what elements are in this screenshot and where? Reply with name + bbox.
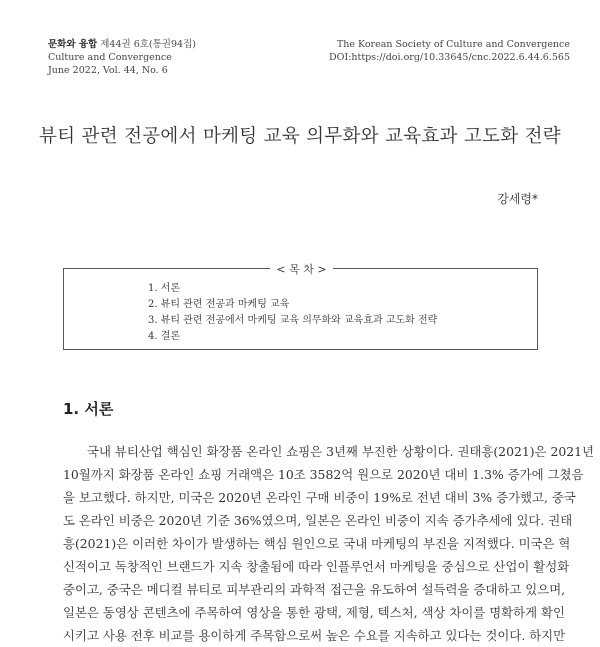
journal-header-right	[329, 38, 570, 64]
journal-header-left	[48, 38, 196, 77]
journal-name-ko: 문화와 융합	[48, 39, 98, 50]
toc-heading	[64, 261, 539, 277]
paragraph-line: 10월까지 화장품 온라인 쇼핑 거래액은 10조 3582억 원으로 2020년 대비 1.3% 증가에 그쳤음	[63, 467, 584, 482]
toc-item: 1. 서론	[148, 283, 181, 294]
paper-title: 뷰티 관련 전공에서 마케팅 교육 의무화와 교육효과 고도화 전략	[39, 126, 561, 147]
doi-link[interactable]: DOI:https://doi.org/10.33645/cnc.2022.6.44.6.565	[329, 52, 570, 63]
body-paragraph	[63, 440, 594, 647]
paragraph-line: 일본은 동영상 콘텐츠에 주목하여 영상을 통한 광택, 제형, 텍스처, 색상 차이를 명확하게 확인	[63, 605, 565, 620]
toc-item: 2. 뷰티 관련 전공과 마케팅 교육	[148, 299, 290, 310]
society-name: The Korean Society of Culture and Convergence	[336, 39, 570, 50]
section-heading: 1. 서론	[63, 400, 114, 418]
toc-item: 4. 결론	[148, 331, 181, 342]
journal-name-en: Culture and Convergence	[48, 52, 172, 63]
toc-item: 3. 뷰티 관련 전공에서 마케팅 교육 의무화와 교육효과 고도화 전략	[148, 315, 438, 326]
author-name: 강세령*	[497, 192, 538, 206]
journal-volume-line	[48, 38, 196, 51]
paragraph-line: 신적이고 독창적인 브랜드가 지속 창출됨에 따라 인플루언서 마케팅을 중심으로 산업이 활성화	[63, 559, 570, 574]
paragraph-line: 중이고, 중국은 메디컬 뷰티로 피부관리의 과학적 접근을 유도하여 설득력을 증대하고 있으며,	[63, 582, 566, 597]
table-of-contents	[63, 263, 538, 350]
paragraph-line: 국내 뷰티산업 핵심인 화장품 온라인 쇼핑은 3년째 부진한 상황이다. 권태흥(2021)은 2021년	[87, 444, 594, 459]
paragraph-line: 을 보고했다. 하지만, 미국은 2020년 온라인 구매 비중이 19%로 전년 대비 3% 증가했고, 중국	[63, 490, 576, 505]
paragraph-line: 흥(2021)은 이러한 차이가 발생하는 핵심 원인으로 국내 마케팅의 부진을 지적했다. 미국은 혁	[63, 536, 571, 551]
toc-heading-text: < 목 차 >	[270, 263, 332, 276]
journal-issue-en: June 2022, Vol. 44, No. 6	[48, 65, 168, 76]
journal-volume-ko: 제44권 6호(통권94집)	[100, 39, 196, 50]
paragraph-line: 시키고 사용 전후 비교를 용이하게 주목함으로써 높은 수요를 지속하고 있다는 것이다. 하지만	[63, 628, 566, 643]
toc-list	[148, 281, 437, 345]
paragraph-line: 도 온라인 비중은 2020년 기준 36%였으며, 일본은 온라인 비중이 지속 증가추세에 있다. 권태	[63, 513, 573, 528]
